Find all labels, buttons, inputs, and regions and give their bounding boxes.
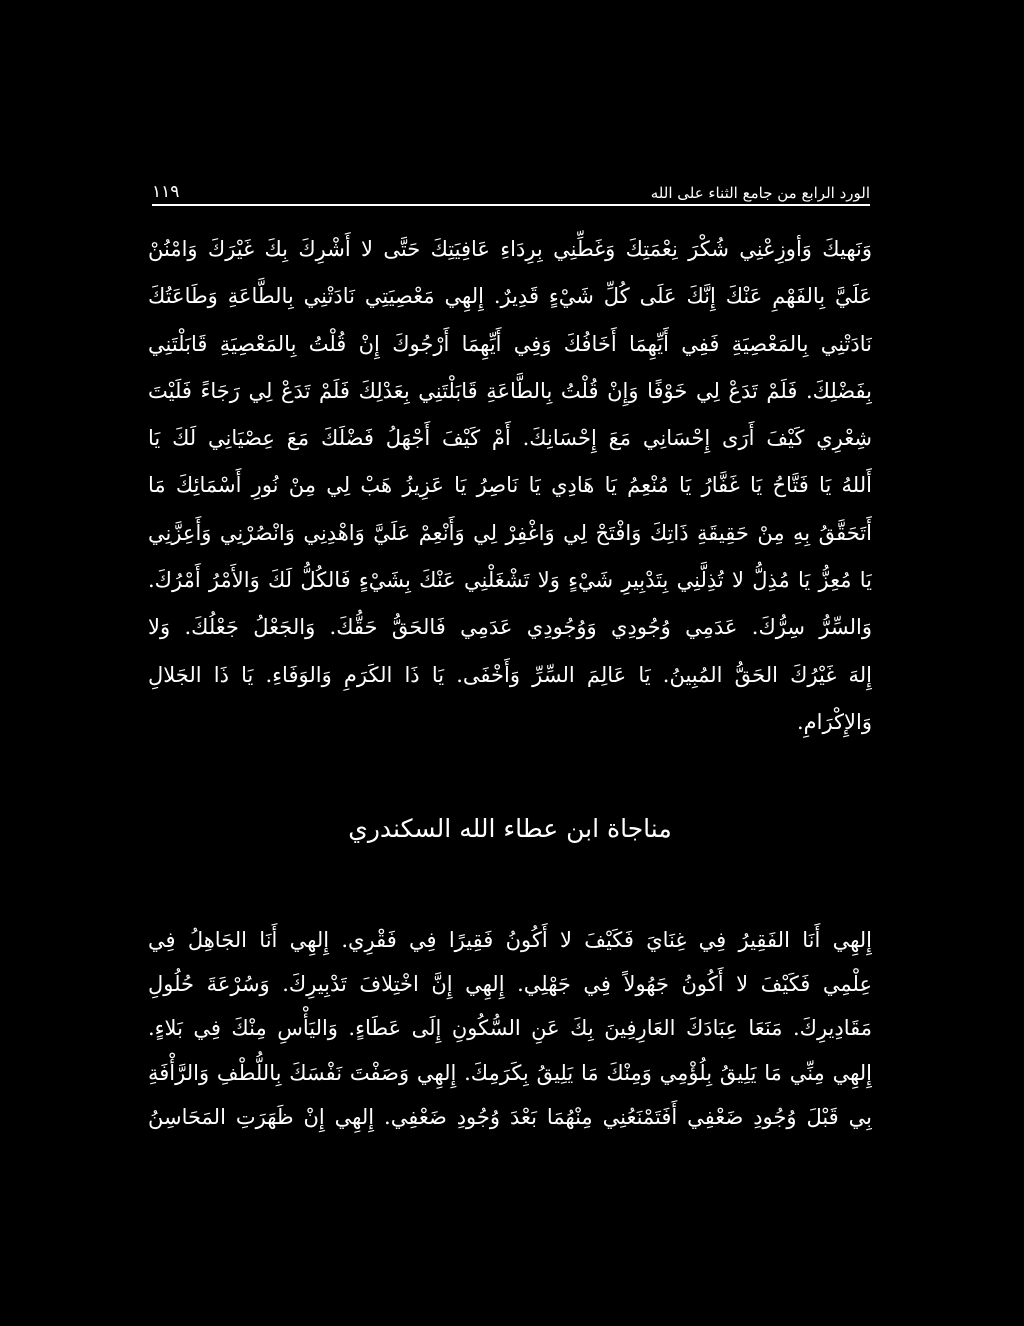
section-heading: مناجاة ابن عطاء الله السكندري	[348, 814, 672, 843]
text-line: بِفَضْلِكَ. فَلَمْ تَدَعْ لِي خَوْفًا وَإِنْ قُلْتُ بِالطَّاعَةِ قَابَلْتَنِي بِعَدْلِكَ فَلَمْ تَدَعْ لِي رَجَاءً فَلَيْتَ	[148, 378, 872, 403]
text-line: شِعْرِي كَيْفَ أَرَى إِحْسَانِي مَعَ إِحْسَانِكَ. أَمْ كَيْفَ أَجْهَلُ فَضْلَكَ مَعَ عِصْيَانِي لَكَ يَا	[148, 426, 872, 451]
text-line: وَالإِكْرَامِ.	[796, 709, 872, 734]
text-line: نَادَتْنِي بِالمَعْصِيَةِ فَفِي أَيِّهِمَا أَخَافُكَ وَفِي أَيِّهِمَا أَرْجُوكَ إِنْ قُلْتُ بِالمَعْصِيَةِ قَابَلْتَنِي	[148, 331, 872, 356]
text-block-1	[148, 226, 872, 746]
page-header	[152, 170, 870, 202]
text-line: إِلهِي مِنِّي مَا يَلِيقُ بِلُؤْمِي وَمِنْكَ مَا يَلِيقُ بِكَرَمِكَ. إِلهِي وَصَفْتَ نَفْسَكَ بِاللُّطْفِ وَالرَّأْفَةِ	[148, 1060, 872, 1085]
page-number: ١١٩	[152, 182, 180, 202]
text-line: إِلهَ غَيْرُكَ الحَقُّ المُبِينُ. يَا عَالِمَ السِّرِّ وَأَخْفَى. يَا ذَا الكَرَمِ وَالوَفَاءِ. يَا ذَا الجَلالِ	[148, 662, 872, 687]
text-line: إِلهِي أَنَا الفَقِيرُ فِي غِنَايَ فَكَيْفَ لا أَكُونُ فَقِيرًا فِي فَقْرِي. إِلهِي أَنَا الجَاهِلُ فِي	[148, 928, 872, 952]
text-line: مَقَادِيرِكَ. مَنَعَا عِبَادَكَ العَارِفِينَ بِكَ عَنِ السُّكُونِ إِلَى عَطَاءٍ. وَاليَأْسِ مِنْكَ فِي بَلاءٍ.	[148, 1016, 872, 1041]
text-line: عِلْمِي فَكَيْفَ لا أَكُونُ جَهُولاً فِي جَهْلِي. إِلهِي إِنَّ اخْتِلافَ تَدْبِيرِكَ. وَسُرْعَةَ حُلُولِ	[148, 972, 872, 997]
text-line: وَالسِّرُّ سِرُّكَ. عَدَمِي وُجُودِي وَوُجُودِي عَدَمِي فَالحَقُّ حَقُّكَ. وَالجَعْلُ جَعْلُكَ. وَلا	[148, 615, 872, 640]
text-line: يَا مُعِزُّ يَا مُذِلُّ لا تُذِلَّنِي بِتَدْبِيرِ شَيْءٍ وَلا تَشْغَلْنِي عَنْكَ بِشَيْءٍ فَالكُلُّ لَكَ وَالأَمْرُ أَمْرُكَ.	[148, 568, 872, 593]
text-line: أَتَحَقَّقُ بِهِ مِنْ حَقِيقَةِ ذَاتِكَ وَافْتَحْ لِي وَاغْفِرْ لِي وَأَنْعِمْ عَلَيَّ وَاهْدِنِي وَانْصُرْنِي وَأَعِزَّنِي	[148, 520, 872, 545]
text-block-2	[148, 918, 872, 1139]
text-line: بِي قَبْلَ وُجُودِ ضَعْفِي أَفَتَمْنَعُنِي مِنْهُمَا بَعْدَ وُجُودِ ضَعْفِي. إِلهِي إِنْ ظَهَرَتِ المَحَاسِنُ	[148, 1104, 872, 1129]
text-line: عَلَيَّ بِالفَهْمِ عَنْكَ إِنَّكَ عَلَى كُلِّ شَيْءٍ قَدِيرٌ. إِلهِي مَعْصِيَتِي نَادَتْنِي بِالطَّاعَةِ وَطَاعَتُكَ	[148, 284, 872, 309]
running-title: الورد الرابع من جامع الثناء على الله	[650, 184, 870, 202]
text-line: وَنَهيكَ وَأوزِعْنِي شُكْرَ نِعْمَتِكَ وَغَطِّنِي بِرِدَاءِ عَافِيَتِكَ حَتَّى لا أَشْرِكَ بِكَ غَيْرَكَ وَامْنُنْ	[148, 237, 872, 261]
header-rule	[152, 204, 870, 206]
text-line: أَللهُ يَا فَتَّاحُ يَا غَفَّارُ يَا مُنْعِمُ يَا هَادِي يَا نَاصِرُ يَا عَزِيزُ هَبْ لِي مِنْ نُورِ أَسْمَائِكَ مَا	[148, 473, 872, 498]
